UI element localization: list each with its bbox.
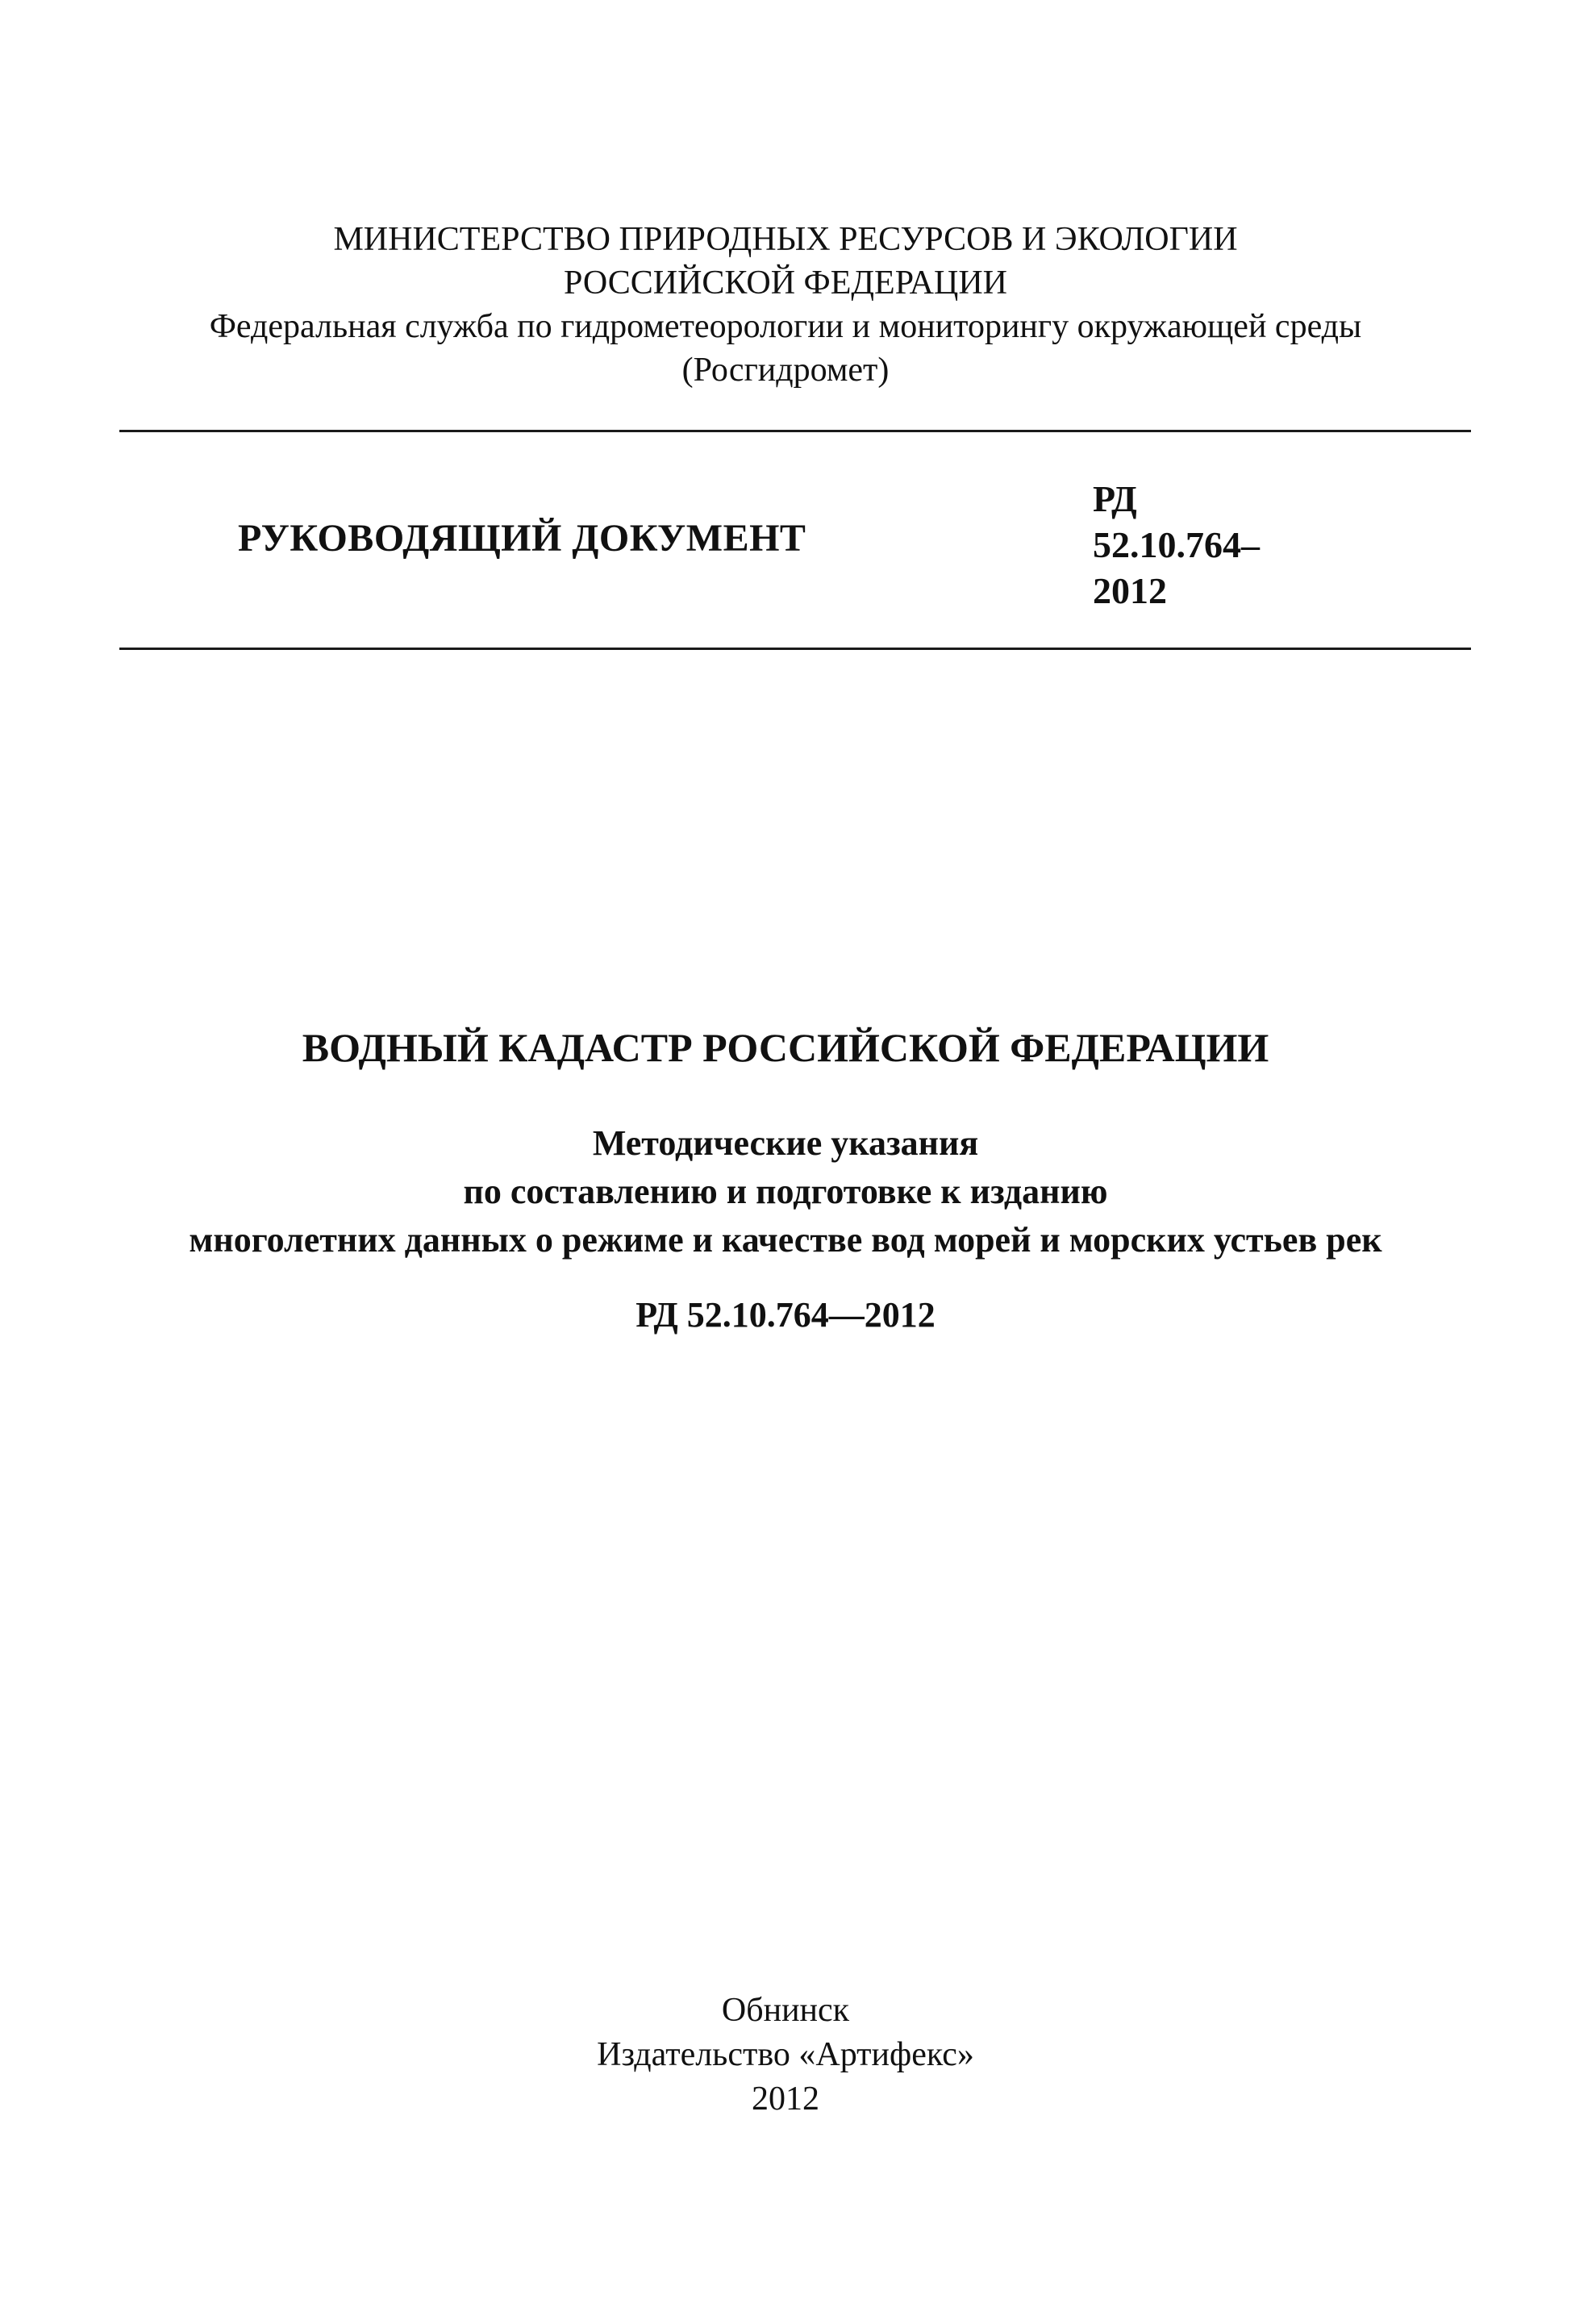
service-name: Федеральная служба по гидрометеорологии и мониторингу окружающей среды [209, 308, 1362, 345]
document-code-line-1: РД [1093, 478, 1137, 519]
subtitle-line-3: многолетних данных о режиме и качестве вод морей и морских устьев рек [189, 1220, 1382, 1260]
document-code-line-3: 2012 [1093, 570, 1167, 611]
subtitle-line-2: по составлению и подготовке к изданию [463, 1172, 1108, 1211]
subtitle-line-1: Методические указания [592, 1123, 979, 1163]
document-code-line-2: 52.10.764– [1093, 524, 1260, 565]
imprint-year: 2012 [752, 2080, 819, 2118]
document-title: ВОДНЫЙ КАДАСТР РОССИЙСКОЙ ФЕДЕРАЦИИ [302, 1025, 1269, 1070]
imprint-city: Обнинск [721, 1992, 850, 2029]
imprint-publisher: Издательство «Артифекс» [597, 2036, 974, 2073]
bottom-divider [119, 648, 1471, 650]
publication-imprint [0, 1989, 1571, 2122]
ministry-name-line-2: РОССИЙСКОЙ ФЕДЕРАЦИИ [564, 264, 1007, 302]
ministry-name-line-1: МИНИСТЕРСТВО ПРИРОДНЫХ РЕСУРСОВ И ЭКОЛОГИИ [333, 221, 1238, 258]
top-divider [119, 430, 1471, 432]
issuing-authority [0, 218, 1571, 392]
document-type: РУКОВОДЯЩИЙ ДОКУМЕНТ [238, 517, 806, 560]
document-code [1093, 476, 1260, 614]
document-subtitle [0, 1119, 1571, 1264]
service-abbreviation: (Росгидромет) [681, 352, 890, 389]
document-designation: РД 52.10.764—2012 [635, 1295, 936, 1335]
